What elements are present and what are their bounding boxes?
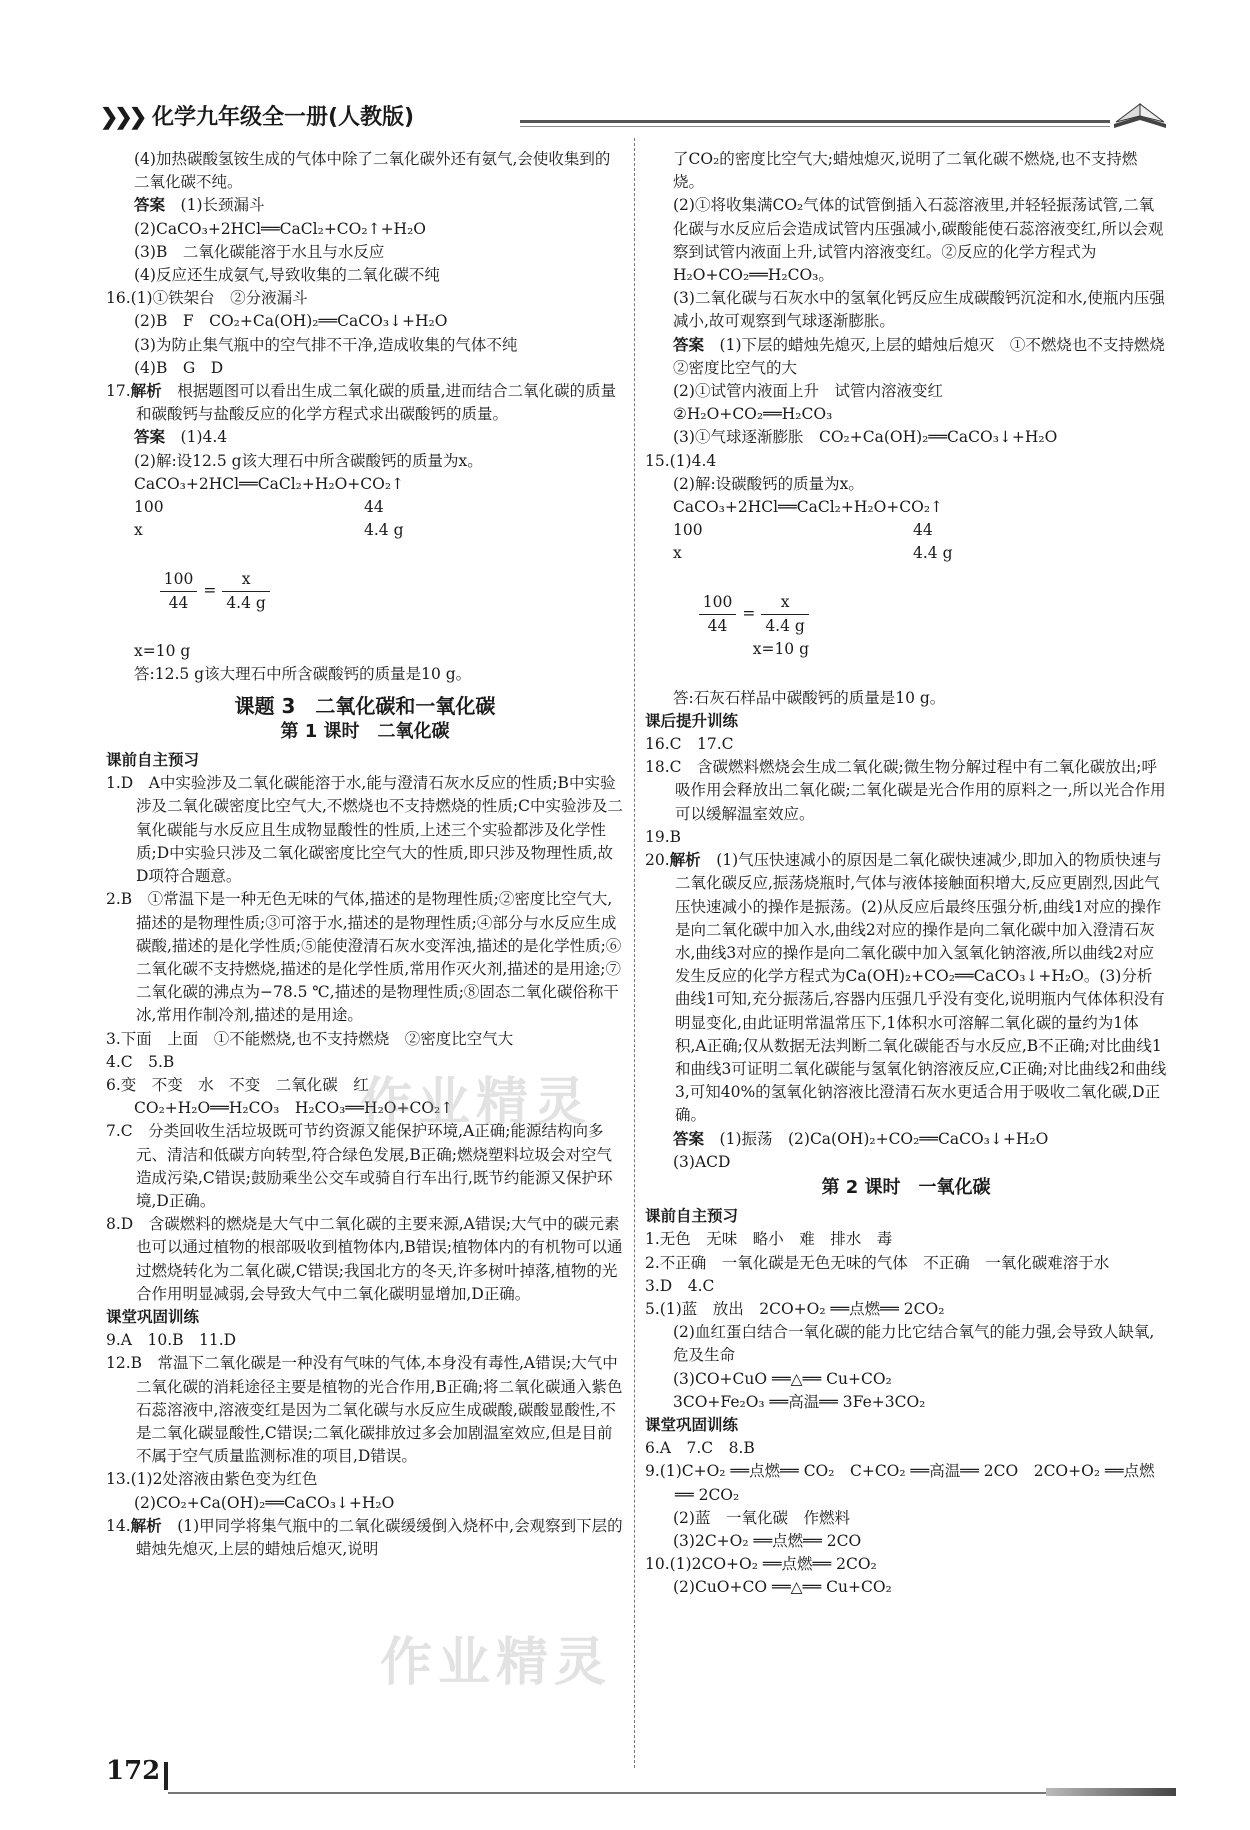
page-header <box>100 96 1150 136</box>
question-answer: 8.D 含碳燃料的燃烧是大气中二氧化碳的主要来源,A错误;大气中的碳元素也可以通过植物的根部吸收到植物体内,B错误;植物体内的有机物可以通过燃烧转化为二氧化碳,C错误;我国北方的冬天,许多树叶掉落,植物的光合作用明显减弱,会导致大气中二氧化碳明显增加,D正确。 <box>106 1215 623 1303</box>
fraction: $\frac{100}{44}$ <box>699 591 737 638</box>
text-line: (2)B F CO₂+Ca(OH)₂══CaCO₃↓+H₂O <box>134 312 448 331</box>
ratio-line: x 4.4 g <box>134 521 404 540</box>
fraction-equation: $\frac{100}{44}$ = $\frac{x}{4.4 g}$ x=10 g <box>645 568 1167 685</box>
text-line: (3)为防止集气瓶中的空气排不干净,造成收集的气体不纯 <box>134 335 518 354</box>
equation-line: 3CO+Fe₂O₃ ══高温══ 3Fe+3CO₂ <box>673 1392 926 1411</box>
right-column <box>645 148 1181 1600</box>
ratio-line: 100 44 <box>673 521 933 540</box>
ratio-line: x 4.4 g <box>673 544 953 563</box>
fraction: $\frac{x}{4.4 g}$ <box>761 591 809 638</box>
text-line: (2)血红蛋白结合一氧化碳的能力比它结合氧气的能力强,会导致人缺氧,危及生命 <box>673 1323 1155 1365</box>
page-footer <box>106 1756 1176 1796</box>
header-rule-thin <box>520 126 1110 127</box>
footer-gradient-bar <box>1046 1788 1176 1796</box>
question-answer: 6.变 不变 水 不变 二氧化碳 红 <box>106 1075 369 1094</box>
ratio-line: 100 44 <box>134 498 384 517</box>
question-answer: 1.D A中实验涉及二氧化碳能溶于水,能与澄清石灰水反应的性质;B中实验涉及二氧化碳密度比空气大,不燃烧也不支持燃烧的性质;C中实验涉及二氧化碳能与水反应且生成物显酸性的性质,上述三个实验都涉及化学性质;D中实验只涉及二氧化碳密度比空气大的性质,即只涉及物理性质,故D项符合题意。 <box>106 774 624 886</box>
equation-line: CaCO₃+2HCl══CaCl₂+H₂O+CO₂↑ <box>134 474 405 493</box>
question-answer: 1.无色 无味 略小 难 排水 毒 <box>645 1230 893 1249</box>
text-line: (2)①试管内液面上升 试管内溶液变红 <box>673 382 943 401</box>
answer-line: 答案 (1)下层的蜡烛先熄灭,上层的蜡烛后熄灭 ①不燃烧也不支持燃烧 ②密度比空气的大 <box>673 335 1181 377</box>
text-line: (2)解:设12.5 g该大理石中所含碳酸钙的质量为x。 <box>134 451 483 470</box>
question-answer: 5.(1)蓝 放出 2CO+O₂ ══点燃══ 2CO₂ <box>645 1299 945 1318</box>
text-line: (2)蓝 一氧化碳 作燃料 <box>673 1508 850 1527</box>
text-line: (3)①气球逐渐膨胀 CO₂+Ca(OH)₂══CaCO₃↓+H₂O <box>673 428 1058 447</box>
text-line: 答:石灰石样品中碳酸钙的质量是10 g。 <box>673 688 946 707</box>
column-divider <box>634 138 635 1768</box>
question-answer: 19.B <box>645 827 682 846</box>
text-line: (3)ACD <box>673 1152 731 1171</box>
analysis-paragraph: 17.解析 根据题图可以看出生成二氧化碳的质量,进而结合二氧化碳的质量和碳酸钙与盐酸反应的化学方程式求出碳酸钙的质量。 <box>106 382 617 424</box>
question-answer: 7.C 分类回收生活垃圾既可节约资源又能保护环境,A正确;能源结构向多元、清洁和低碳方向转型,符合绿色发展,B正确;燃烧塑料垃圾会对空气造成污染,C错误;鼓励乘坐公交车或骑自行车出行,既节约能源又保护环境,D正确。 <box>106 1122 613 1210</box>
text-line: x=10 g <box>134 642 191 661</box>
text-line: 答:12.5 g该大理石中所含碳酸钙的质量是10 g。 <box>134 665 472 684</box>
equation-line: CaCO₃+2HCl══CaCl₂+H₂O+CO₂↑ <box>673 498 944 517</box>
text-line: 16.(1)①铁架台 ②分液漏斗 <box>106 289 308 308</box>
equation-line: (3)2C+O₂ ══点燃══ 2CO <box>673 1531 862 1550</box>
fraction: $\frac{x}{4.4 g}$ <box>222 568 270 615</box>
footer-rule <box>168 1792 1168 1794</box>
text-line: (4)B G D <box>134 358 224 377</box>
question-answer: 9.(1)C+O₂ ══点燃══ CO₂ C+CO₂ ══高温══ 2CO 2CO+O₂ ══点燃══ 2CO₂ <box>645 1462 1155 1504</box>
equation-line: CO₂+H₂O══H₂CO₃ H₂CO₃══H₂O+CO₂↑ <box>134 1099 454 1118</box>
answer-line: 答案 (1)4.4 <box>134 428 228 447</box>
section-heading: 课前自主预习 <box>106 751 200 770</box>
text-line: (4)加热碳酸氢铵生成的气体中除了二氧化碳外还有氨气,会使收集到的二氧化碳不纯。 <box>134 150 611 192</box>
text-line: 了CO₂的密度比空气大;蜡烛熄灭,说明了二氧化碳不燃烧,也不支持燃烧。 <box>673 150 1138 192</box>
text-line: ②H₂O+CO₂══H₂CO₃ <box>673 405 833 424</box>
text-line: (2)解:设碳酸钙的质量为x。 <box>673 474 864 493</box>
equation-line: (2)CuO+CO ══△══ Cu+CO₂ <box>673 1578 892 1597</box>
question-answer: 12.B 常温下二氧化碳是一种没有气味的气体,本身没有毒性,A错误;大气中二氧化碳的消耗途径主要是植物的光合作用,B正确;将二氧化碳通入紫色石蕊溶液中,溶液变红是因为二氧化碳与水反应生成碳酸,碳酸显酸性,不是二氧化碳显酸性,C错误;二氧化碳排放过多会加剧温室效应,但是目前不属于空气质量监测标准的项目,D错误。 <box>106 1354 623 1466</box>
chevron-arrows-icon: ❯❯❯ <box>100 104 144 130</box>
watermark: 作业精灵 <box>380 1633 613 1693</box>
watermark: 作业精灵 <box>360 1073 593 1133</box>
question-answer: 3.下面 上面 ①不能燃烧,也不支持燃烧 ②密度比空气大 <box>106 1029 514 1048</box>
analysis-paragraph: 14.解析 (1)甲同学将集气瓶中的二氧化碳缓缓倒入烧杯中,会观察到下层的蜡烛先熄灭,上层的蜡烛后熄灭,说明 <box>106 1516 623 1558</box>
text-line: (3)二氧化碳与石灰水中的氢氧化钙反应生成碳酸钙沉淀和水,使瓶内压强减小,故可观察到气球逐渐膨胀。 <box>673 289 1165 331</box>
text-line: (3)B 二氧化碳能溶于水且与水反应 <box>134 242 385 261</box>
period-title: 第 2 课时 一氧化碳 <box>821 1176 991 1198</box>
text-line: (2)CaCO₃+2HCl══CaCl₂+CO₂↑+H₂O <box>134 219 426 238</box>
question-answer: 18.C 含碳燃料燃烧会生成二氧化碳;微生物分解过程中有二氧化碳放出;呼吸作用会释放出二氧化碳;二氧化碳是光合作用的原料之一,所以光合作用可以缓解温室效应。 <box>645 758 1166 823</box>
question-answer: 16.C 17.C <box>645 735 734 754</box>
question-answer: 3.D 4.C <box>645 1276 715 1295</box>
question-answer: 6.A 7.C 8.B <box>645 1439 755 1458</box>
question-answer: 2.B ①常温下是一种无色无味的气体,描述的是物理性质;②密度比空气大,描述的是物理性质;③可溶于水,描述的是物理性质;④部分与水反应生成碳酸,描述的是化学性质;⑤能使澄清石灰水变浑浊,描述的是化学性质;⑥二氧化碳不支持燃烧,描述的是化学性质,常用作灭火剂,描述的是用途;⑦二氧化碳的沸点为−78.5 ℃,描述的是物理性质;⑧固态二氧化碳俗称干冰,常用作制冷剂,描述的是用途。 <box>106 890 622 1025</box>
header-rule <box>520 120 1110 123</box>
equation-line: (2)CO₂+Ca(OH)₂══CaCO₃↓+H₂O <box>134 1493 395 1512</box>
left-column <box>106 148 624 1561</box>
answer-line: 答案 (1)长颈漏斗 <box>134 196 265 215</box>
answer-line: 答案 (1)振荡 (2)Ca(OH)₂+CO₂══CaCO₃↓+H₂O <box>673 1129 1049 1148</box>
section-heading: 课堂巩固训练 <box>106 1307 200 1326</box>
section-heading: 课堂巩固训练 <box>645 1415 739 1434</box>
text-line: 15.(1)4.4 <box>645 451 717 470</box>
question-answer: 13.(1)2处溶液由紫色变为红色 <box>106 1470 318 1489</box>
text-line: (4)反应还生成氨气,导致收集的二氧化碳不纯 <box>134 266 440 285</box>
footer-bar <box>164 1762 168 1790</box>
book-title: 化学九年级全一册(人教版) <box>152 105 415 130</box>
text-line: (2)①将收集满CO₂气体的试管倒插入石蕊溶液里,并轻轻振荡试管,二氧化碳与水反应后会造成试管内压强减小,碳酸能使石蕊溶液变红,所以会观察到试管内液面上升,试管内溶液变红。②反应的化学方程式为H₂O+CO₂══H₂CO₃。 <box>673 196 1164 285</box>
equation-line: (3)CO+CuO ══△══ Cu+CO₂ <box>673 1369 892 1388</box>
question-answer: 4.C 5.B <box>106 1052 175 1071</box>
fraction: $\frac{100}{44}$ <box>160 568 198 615</box>
question-answer: 9.A 10.B 11.D <box>106 1331 237 1350</box>
section-heading: 课后提升训练 <box>645 711 739 730</box>
analysis-paragraph: 20.解析 (1)气压快速减小的原因是二氧化碳快速减少,即加入的物质快速与二氧化碳反应,振荡烧瓶时,气体与液体接触面积增大,反应更剧烈,因此气压快速减小的操作是振荡。(2)从反应后最终压强分析,曲线1对应的操作是向二氧化碳中加入水,曲线2对应的操作是向二氧化碳中加入澄清石灰水,曲线3对应的操作是向二氧化碳中加入氢氧化钠溶液,所以曲线2对应发生反应的化学方程式为Ca(OH)₂+CO₂══CaCO₃↓+H₂O。(3)分析曲线1可知,充分振荡后,容器内压强几乎没有变化,说明瓶内气体体积没有明显变化,由此证明常温常压下,1体积水可溶解二氧化碳的量约为1体积,A正确;仅从数据无法判断二氧化碳能否与水反应,B不正确;对比曲线1和曲线3可证明二氧化碳能与氢氧化钠溶液反应,C正确;对比曲线2和曲线3,可知40%的氢氧化钠溶液比澄清石灰水更适合用于吸收二氧化碳,D正确。 <box>645 851 1167 1125</box>
page-number: 172 <box>106 1756 161 1786</box>
open-book-icon <box>1110 96 1170 132</box>
section-heading: 课前自主预习 <box>645 1207 739 1226</box>
question-answer: 10.(1)2CO+O₂ ══点燃══ 2CO₂ <box>645 1555 877 1574</box>
lesson-title: 课题 3 二氧化碳和一氧化碳 <box>234 693 496 718</box>
question-answer: 2.不正确 一氧化碳是无色无味的气体 不正确 一氧化碳难溶于水 <box>645 1253 1110 1272</box>
fraction-equation: $\frac{100}{44}$ = $\frac{x}{4.4 g}$ <box>106 544 624 638</box>
period-title: 第 1 课时 二氧化碳 <box>280 720 450 742</box>
